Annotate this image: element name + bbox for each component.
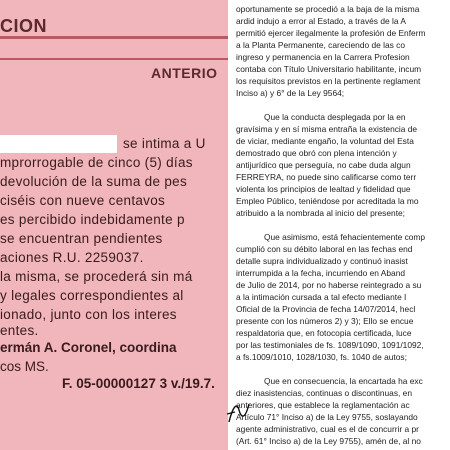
publication-reference: F. 05-00000127 3 v./19.7. — [62, 376, 215, 391]
doc-line: detalle supra individualizado y continuó inasist — [236, 256, 408, 266]
doc-line: a la intimación cursada a tal efecto mediante I — [236, 292, 407, 302]
section-title: CION — [0, 16, 47, 36]
doc-line: antijurídico que perseguía, no cabe duda algun — [236, 160, 411, 170]
clipping-line: ionado, junto con los interes — [0, 307, 177, 322]
doc-line: agente administrativo, cual es el de concurrir a pr — [236, 424, 419, 434]
doc-line: Que asimismo, está fehacientemente comp — [264, 232, 426, 242]
signature-department: cos MS. — [0, 359, 49, 374]
doc-line: respaldatoria que, en fotocopia certificada, luce — [236, 328, 412, 338]
doc-line: contaba con Título Universitario habilitante, incum — [236, 64, 422, 74]
doc-line: Que la conducta desplegada por la en — [264, 112, 406, 122]
doc-line: oportunamente se procedió a la baja de la misma — [236, 4, 420, 14]
doc-line: Que en consecuencia, la encartada ha exc — [264, 376, 423, 386]
doc-line: violenta los principios de lealtad y fidelidad que — [236, 184, 411, 194]
doc-line: de viciar, mediante engaño, la voluntad del Esta — [236, 136, 414, 146]
clipping-line: se encuentran pendientes — [0, 231, 163, 246]
handwritten-mark-icon — [225, 396, 255, 426]
doc-line: Inciso a) y 6° de la Ley 9564; — [236, 88, 345, 98]
doc-line: de Julio de 2014, por no haberse reintegrado a su — [236, 280, 422, 290]
doc-line: presente con los números 2) y 3); Ello se encue — [236, 316, 414, 326]
doc-line: anteriores, que establece la reglamentación ac — [236, 400, 410, 410]
doc-line: permitió ejercer ilegalmente la profesión de Enferm — [236, 28, 426, 38]
clipping-line: y legales correspondientes al — [0, 288, 184, 303]
doc-line: Artículo 71° Inciso a) de la Ley 9755, soslayando — [236, 412, 418, 422]
doc-line: (Art. 61° Inciso a) de la Ley 9755), amén de, al no — [236, 436, 421, 446]
clipping-line: se intima a U — [123, 136, 206, 151]
clipping-line: es percibido indebidamente p — [0, 212, 185, 227]
clipping-line: aciones R.U. 2259037. — [0, 250, 144, 265]
doc-line: demostrado que obró con plena intención y — [236, 148, 397, 158]
doc-line: atribuido a la nombrada al inicio del presente; — [236, 208, 406, 218]
section-subtitle: ANTERIO — [151, 65, 218, 81]
doc-line: cumplió con su débito laboral en las fechas end — [236, 244, 413, 254]
doc-line: gravísima y en sí misma entraña la existencia de — [236, 124, 418, 134]
redacted-name-box — [0, 135, 117, 153]
doc-line: FERREYRA, no puede sino calificarse como terr — [236, 172, 417, 182]
doc-line: ingreso y permanencia en la Carrera Profesion — [236, 52, 410, 62]
doc-line: Empleo Público, teniéndose por acreditada la mo — [236, 196, 419, 206]
clipping-line: ciséis con nueve centavos — [0, 193, 166, 208]
doc-line: interrumpida a la fecha, incurriendo en Aband — [236, 268, 406, 278]
doc-line: ardid indujo a error al Estado, a través de la A — [236, 16, 406, 26]
doc-line: a fs.1009/1010, 1028/1030, fs. 1040 de autos; — [236, 352, 407, 362]
clipping-line: la misma, se procederá sin má — [0, 269, 193, 284]
clipping-line: devolución de la suma de pes — [0, 174, 188, 189]
signature-name: ermán A. Coronel, coordina — [0, 340, 177, 355]
doc-line: Oficial de la Provincia de fecha 14/07/2014, hecl — [236, 304, 416, 314]
divider-bottom — [0, 58, 228, 60]
doc-line: por las testimoniales de fs. 1089/1090, 1091/1092, — [236, 340, 424, 350]
doc-line: a la Planta Permanente, careciendo de las co — [236, 40, 406, 50]
clipping-line: mprorrogable de cinco (5) días — [0, 155, 193, 170]
doc-line: los requisitos previstos en la pertinente reglament — [236, 76, 421, 86]
divider-top — [0, 36, 228, 39]
document-panel — [236, 0, 450, 450]
doc-line: diez inasistencias, continuas o discontinuas, en — [236, 388, 412, 398]
clipping-line: entes. — [0, 323, 39, 338]
